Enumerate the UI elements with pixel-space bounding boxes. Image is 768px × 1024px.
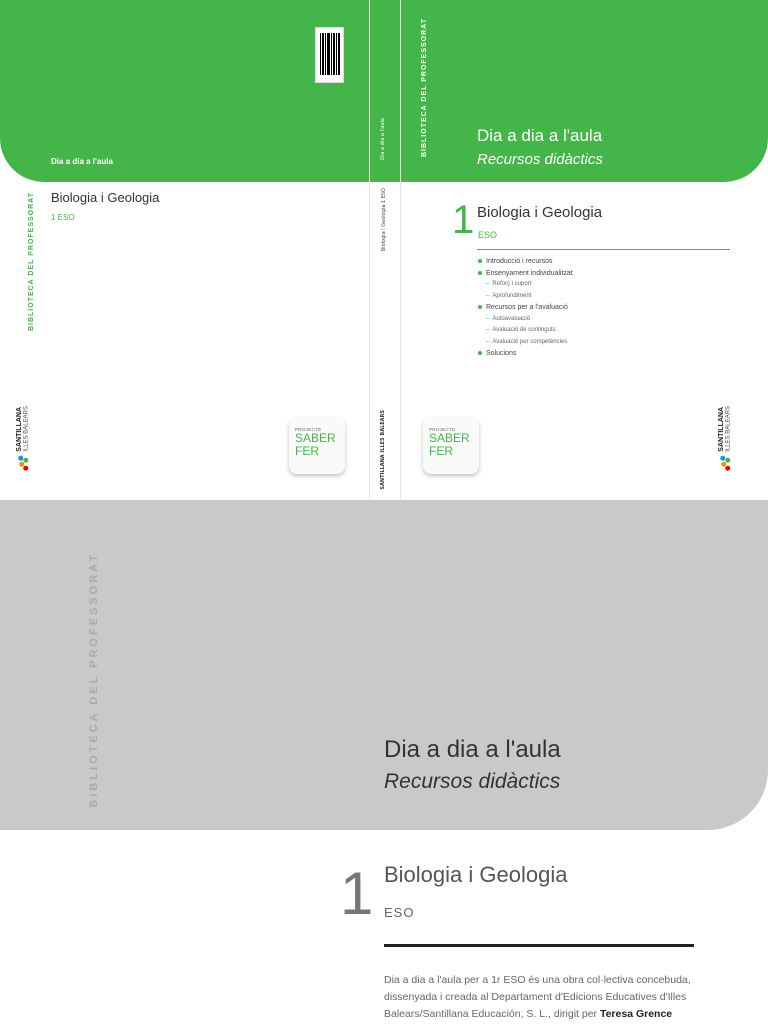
list-item: Ensenyament individualitzat <box>478 268 573 280</box>
bullet-icon <box>478 271 482 275</box>
front-divider <box>477 249 730 250</box>
spine-collection: BIBLIOTECA DEL PROFESSORAT <box>421 18 428 158</box>
title-page-level: ESO <box>384 905 415 920</box>
title-page-subtitle: Recursos didàctics <box>384 770 561 793</box>
saber-fer-badge: PROJECTE SABER FER <box>289 418 345 474</box>
spine-subject: Biologia i Geologia 1 ESO <box>381 188 387 252</box>
list-item: Recursos per a l'avaluació <box>478 302 573 314</box>
back-series-title: Dia a dia a l'aula <box>51 157 113 166</box>
back-level: 1 ESO <box>51 213 75 222</box>
list-item: – Avaluació per competències <box>486 338 568 345</box>
spine-publisher: SANTILLANA ILLES BALEARS <box>380 410 386 490</box>
front-level: ESO <box>478 230 498 240</box>
barcode <box>315 27 344 83</box>
bullet-icon <box>478 351 482 355</box>
back-collection: BIBLIOTECA DEL PROFESSORAT <box>28 192 35 332</box>
santillana-icon <box>720 455 730 471</box>
title-page-collection: BIBLIOTECA DEL PROFESSORAT <box>88 552 100 808</box>
credits-author: Teresa Grence <box>599 1008 673 1020</box>
front-subject: Biologia i Geologia <box>477 204 603 221</box>
title-page-course-number: 1 <box>340 860 374 927</box>
bullet-icon <box>478 259 482 263</box>
list-item: Solucions <box>478 348 573 360</box>
title-page-subject: Biologia i Geologia <box>384 862 568 887</box>
credits-paragraph: Dia a dia a l'aula per a 1r ESO és una obra col·lectiva concebuda, dissenyada i creada al Departament d'Edicions Educatives d'Illes Balears/Santillana Educación, S. L., dirigit per Teresa Grence <box>384 974 691 1020</box>
list-item: – Avaluació de continguts <box>486 327 556 333</box>
spine-series-title: Dia a dia a l'aula <box>380 118 386 160</box>
front-course-number: 1 <box>452 198 475 242</box>
title-page-divider <box>384 944 694 947</box>
back-subject: Biologia i Geologia <box>51 190 160 205</box>
list-item: – Autoavaluació <box>486 315 531 322</box>
publisher-logo: SANTILLANA ILLES BALEARS <box>16 406 46 472</box>
front-cover-title: Dia a dia a l'aula <box>477 126 603 145</box>
contents-list <box>478 256 573 360</box>
list-item: Introducció i recursos <box>478 256 573 268</box>
barcode-icon <box>318 29 342 81</box>
publisher-logo: SANTILLANA ILLES BALEARS <box>718 406 748 472</box>
santillana-icon <box>18 455 28 471</box>
front-cover-subtitle: Recursos didàctics <box>477 151 603 168</box>
title-page-title: Dia a dia a l'aula <box>384 736 561 763</box>
bullet-icon <box>478 305 482 309</box>
saber-fer-badge: PROJECTE SABER FER <box>423 418 479 474</box>
list-item: – Reforç i suport <box>486 281 532 287</box>
spine-divider <box>369 0 370 500</box>
list-item: – Aprofundiment <box>486 292 532 299</box>
spine-divider <box>400 0 401 500</box>
